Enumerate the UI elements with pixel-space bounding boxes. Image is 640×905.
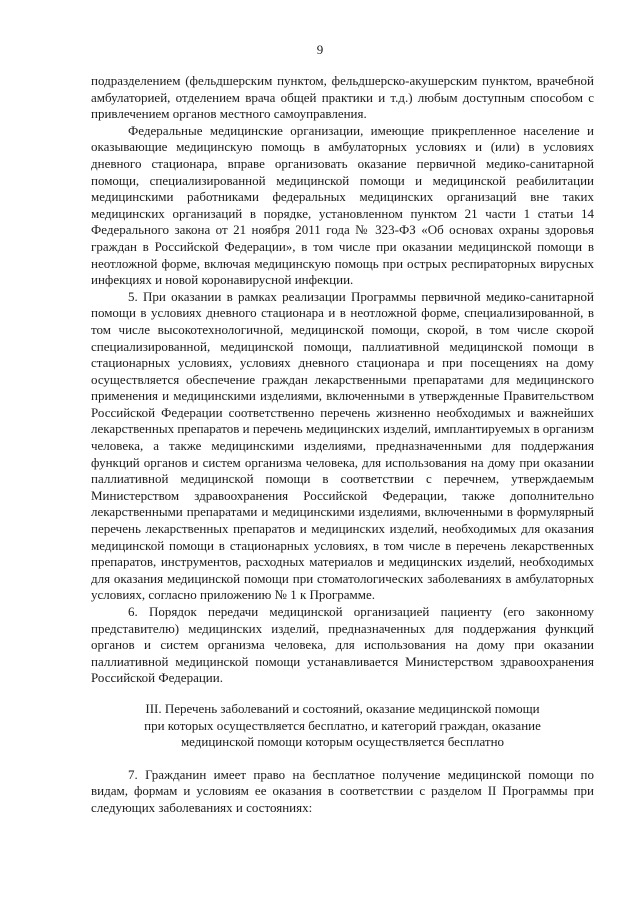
section-heading-line: при которых осуществляется бесплатно, и категорий граждан, оказание xyxy=(144,717,541,733)
paragraph-continuation: подразделением (фельдшерским пунктом, фельдшерско-акушерским пунктом, врачебной амбулаторией, отделением врача общей практики и т.д.) любым доступным способом с привлечением органов местного самоуправления. xyxy=(91,73,594,122)
paragraph-federal-organizations: Федеральные медицинские организации, имеющие прикрепленное население и оказывающие медицинскую помощь в амбулаторных условиях и (или) в условиях дневного стационара, вправе организовать оказание первичной медико-санитарной помощи, специализированной медицинской помощи и медицинской реабилитации медицинскими работниками федеральных медицинских организаций вне таких медицинских организаций в порядке, установленном пунктом 21 части 1 статьи 14 Федерального закона от 21 ноября 2011 года № 323-ФЗ «Об основах охраны здоровья граждан в Российской Федерации», в том числе при оказании медицинской помощи в неотложной форме, включая медицинскую помощь при острых респираторных вирусных инфекциях и новой коронавирусной инфекции. xyxy=(91,122,594,288)
section-heading xyxy=(91,701,594,751)
section-heading-line: медицинской помощи которым осуществляется бесплатно xyxy=(180,734,505,750)
paragraph-item-6: 6. Порядок передачи медицинской организацией пациенту (его законному представителю) медицинских изделий, предназначенных для поддержания функций органов и систем организма человека, для использования на дому при оказании паллиативной медицинской помощи устанавливается Министерством здравоохранения Российской Федерации. xyxy=(91,604,594,686)
section-heading-line: III. Перечень заболеваний и состояний, оказание медицинской помощи xyxy=(145,700,540,716)
paragraph-item-5: 5. При оказании в рамках реализации Программы первичной медико-санитарной помощи в условиях дневного стационара и в неотложной форме, специализированной, в том числе высокотехнологичной, медицинской помощи, скорой, в том числе скорой специализированной, медицинской помощи, паллиативной медицинской помощи в стационарных условиях, условиях дневного стационара и при посещениях на дому осуществляется обеспечение граждан лекарственными препаратами для медицинского применения и медицинскими изделиями, включенными в утвержденные Правительством Российской Федерации соответственно перечень жизненно необходимых и важнейших лекарственных препаратов и перечень медицинских изделий, имплантируемых в организм человека, а также медицинскими изделиями, предназначенными для поддержания функций органов и систем организма человека, для использования на дому при оказании паллиативной медицинской помощи в соответствии с перечнем, утверждаемым Министерством здравоохранения Российской Федерации, также дополнительно лекарственными препаратами и медицинскими изделиями, включенными в формулярный перечень лекарственных препаратов и медицинских изделий, необходимых для оказания медицинской помощи в стационарных условиях, в том числе в перечень лекарственных препаратов, инструментов, расходных материалов и медицинских изделий, необходимых для оказания медицинской помощи при стоматологических заболеваниях в амбулаторных условиях, согласно приложению № 1 к Программе. xyxy=(91,288,594,603)
document-body xyxy=(91,73,594,817)
page-number: 9 xyxy=(316,42,324,57)
paragraph-item-7: 7. Гражданин имеет право на бесплатное получение медицинской помощи по видам, формам и условиям ее оказания в соответствии с разделом II Программы при следующих заболеваниях и состояниях: xyxy=(91,766,594,815)
